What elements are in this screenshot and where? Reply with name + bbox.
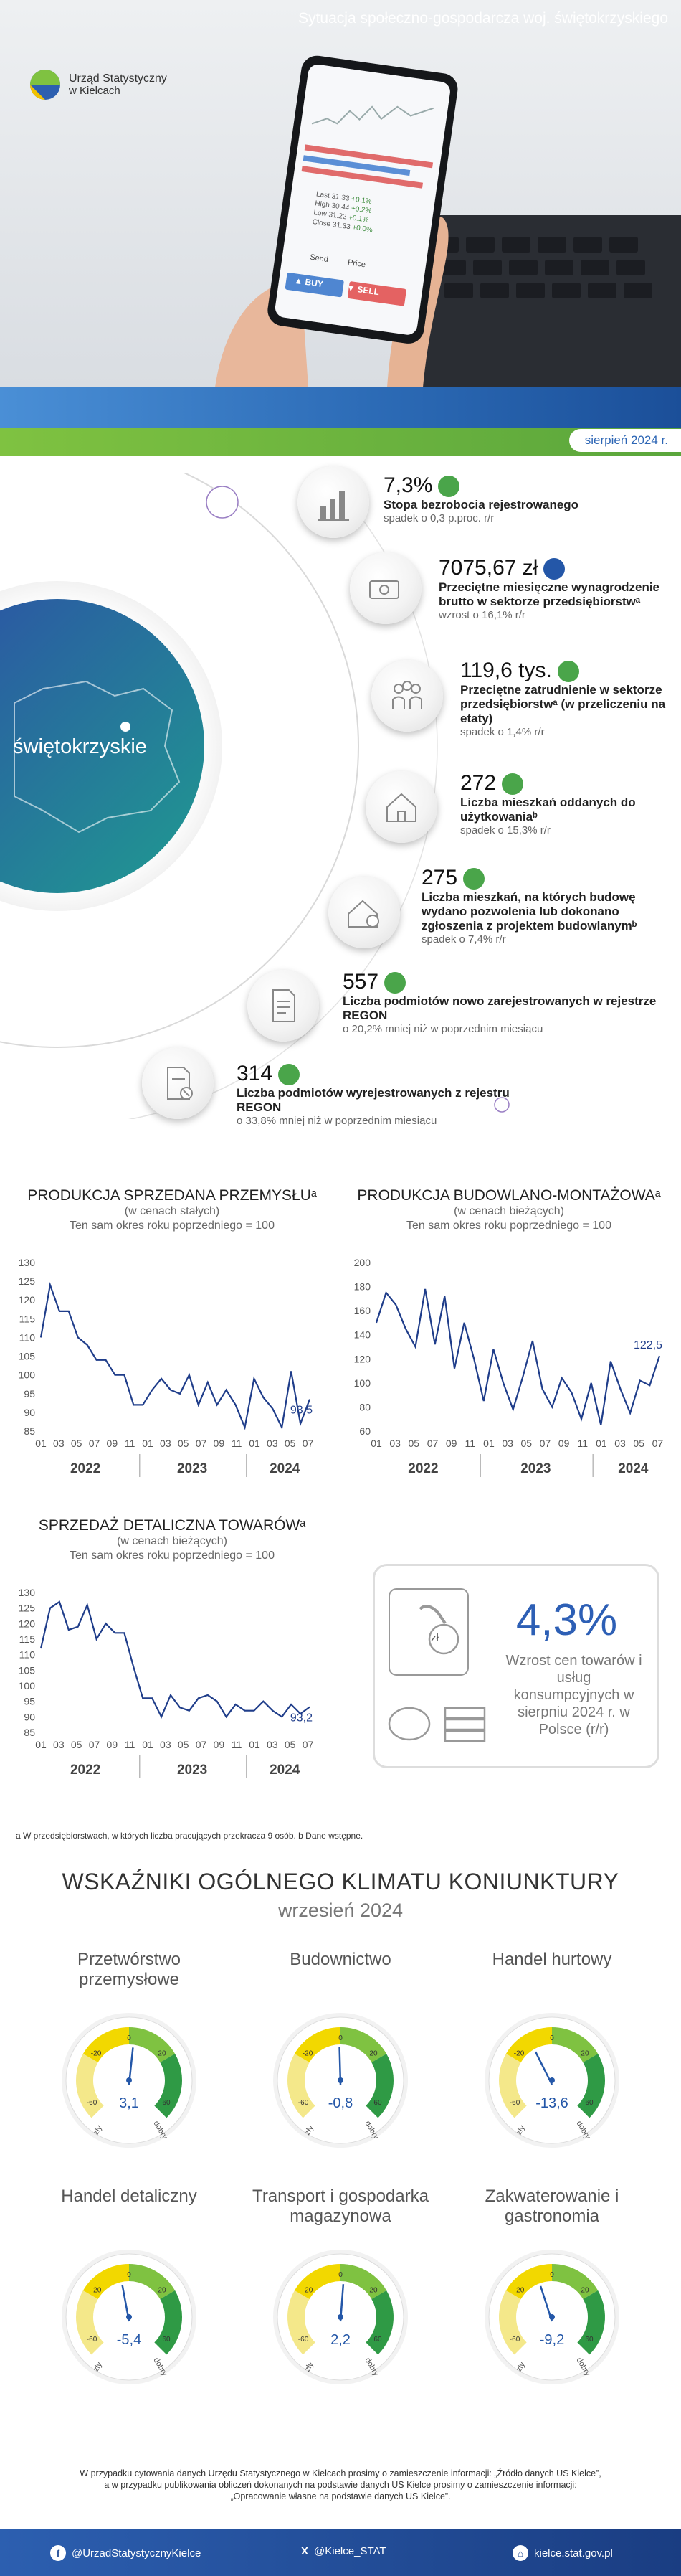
arrow-down-icon: [558, 661, 579, 682]
indicator-label: Przeciętne miesięczne wynagrodzenie brutto w sektorze przedsiębiorstwᵃ: [439, 580, 660, 608]
gauge-bad-label: zły: [514, 2360, 527, 2374]
phone-col: High: [314, 199, 330, 209]
gauge-tick-label: -20: [90, 2286, 102, 2295]
y-tick-label: 100: [18, 1369, 35, 1381]
indicator-label: Liczba podmiotów wyrejestrowanych z rejestru REGON: [237, 1086, 510, 1114]
indicator-6: [237, 1062, 552, 1128]
gauge-label: Budownictwo: [290, 1950, 391, 1969]
phone-price-label: Price: [347, 258, 366, 270]
gauge-tick-label: -20: [90, 2049, 102, 2058]
x-tick-label: 07: [302, 1739, 314, 1750]
x-tick-label: 11: [231, 1438, 242, 1449]
gauge-tick-label: 20: [581, 2286, 589, 2295]
y-tick-label: 125: [18, 1602, 35, 1614]
indicator-sub: o 33,8% mniej niż w poprzednim miesiącu: [237, 1115, 437, 1127]
gauge-tick-label: 60: [373, 2099, 382, 2107]
citation-line: a w przypadku publikowania obliczeń dokonanych na podstawie danych US Kielce prosimy o zamieszczenie informacji:: [104, 2480, 577, 2490]
y-tick-label: 115: [19, 1313, 35, 1325]
y-tick-label: 120: [353, 1353, 371, 1365]
gauge-tick-label: 0: [127, 2034, 131, 2042]
gauge-label: Przetwórstwo przemysłowe: [77, 1950, 181, 1989]
website-url: kielce.stat.gov.pl: [534, 2547, 613, 2560]
indicator-icon-circle: [371, 660, 443, 732]
gauge-hub: [126, 2314, 132, 2320]
indicator-label: Liczba mieszkań, na których budowę wydano pozwolenia lub dokonano zgłoszenia z projektem budowlanymᵇ: [422, 890, 637, 933]
x-tick-label: 11: [577, 1438, 589, 1449]
gauge-tick-label: -60: [297, 2336, 309, 2344]
facebook-handle: @UrzadStatystycznyKielce: [72, 2547, 201, 2560]
gauge-bad-label: zły: [303, 2123, 315, 2137]
gauge-label: Zakwaterowanie i gastronomia: [485, 2186, 619, 2226]
logo: [29, 68, 167, 101]
indicator-value: 272: [460, 771, 497, 795]
x-tick-label: 09: [213, 1739, 225, 1750]
gauge-label: Handel hurtowy: [492, 1950, 612, 1969]
chart-title: SPRZEDAŻ DETALICZNA TOWARÓWᵃ: [38, 1517, 306, 1534]
y-tick-label: 95: [24, 1695, 35, 1707]
facebook-link[interactable]: [50, 2545, 201, 2561]
chart-title: PRODUKCJA SPRZEDANA PRZEMYSŁUᵃ: [27, 1187, 317, 1204]
phone-cell: +0.0%: [351, 223, 373, 235]
y-tick-label: 110: [19, 1648, 35, 1661]
gauge-tick-label: 60: [373, 2336, 382, 2344]
x-tick-label: 05: [408, 1438, 420, 1449]
indicator-icon-circle: [297, 466, 369, 538]
phone-cell: 31.33: [330, 192, 351, 203]
coin-label: zł: [431, 1632, 439, 1644]
gauge-tick-label: -60: [509, 2099, 520, 2107]
money-icon: [350, 552, 422, 624]
x-tick-label: 01: [142, 1739, 153, 1750]
document-remove-icon: [142, 1047, 214, 1119]
series-line: [41, 1602, 310, 1717]
gauge-tick-label: -20: [513, 2049, 525, 2058]
report-date: sierpień 2024 r.: [569, 429, 681, 452]
gauge-value: 2,2: [330, 2332, 351, 2348]
chart-industry: [9, 1255, 324, 1492]
gauge-hub: [338, 2077, 343, 2083]
gauge-3: [57, 2245, 201, 2389]
chart-title: PRODUKCJA BUDOWLANO-MONTAŻOWAᵃ: [357, 1187, 661, 1204]
phone-col: Low: [313, 209, 328, 219]
x-tick-label: 05: [520, 1438, 533, 1449]
gauge-good-label: dobry: [574, 2119, 592, 2141]
chart-title-block: [351, 1187, 667, 1233]
gauge-tick-label: -60: [86, 2099, 97, 2107]
x-tick-label: 07: [195, 1438, 207, 1449]
gauge-hub: [126, 2077, 132, 2083]
year-label: 2022: [70, 1763, 101, 1778]
x-tick-label: 07: [652, 1438, 664, 1449]
gauge-bad-label: zły: [91, 2123, 104, 2137]
x-icon: X: [301, 2545, 309, 2557]
indicator-icon-circle: [142, 1047, 214, 1119]
indicator-5: [343, 970, 658, 1036]
x-tick-label: 01: [142, 1438, 153, 1449]
title-banner: [0, 387, 681, 428]
gauge-tick-label: 20: [158, 2049, 166, 2058]
phone-cell: +0.2%: [351, 204, 373, 216]
x-tick-label: 03: [160, 1739, 171, 1750]
indicator-0: [384, 473, 670, 525]
indicator-icon-circle: [328, 877, 400, 948]
year-label: 2022: [70, 1461, 101, 1476]
citation-line: W przypadku cytowania danych Urzędu Statystycznego w Kielcach prosimy o zamieszczenie informacji: „Źródło danych US Kielce”,: [80, 2468, 601, 2478]
indicator-value: 557: [343, 970, 379, 994]
x-tick-label: 11: [465, 1438, 476, 1449]
y-tick-label: 115: [19, 1633, 35, 1645]
gauge-tick-label: 20: [369, 2286, 378, 2295]
arrow-down-icon: [463, 868, 485, 890]
x-tick-label: 03: [53, 1739, 65, 1750]
x-tick-label: 03: [502, 1438, 513, 1449]
cpi-value: 4,3%: [515, 1595, 618, 1645]
phone-col: Close: [311, 217, 331, 229]
x-tick-label: 09: [558, 1438, 570, 1449]
last-value-label: 122,5: [633, 1339, 662, 1352]
gauge-value: -9,2: [539, 2332, 565, 2348]
phone-buy-button: ▲ BUY: [293, 275, 324, 290]
x-tick-label: 05: [70, 1438, 82, 1449]
arrow-up-icon: [543, 558, 565, 580]
x-tick-label: 09: [106, 1438, 118, 1449]
x-tick-label: 07: [88, 1739, 100, 1750]
indicator-value: 119,6 tys.: [460, 659, 552, 682]
chart-construction: [344, 1255, 674, 1492]
x-handle: @Kielce_STAT: [314, 2545, 386, 2557]
gauge-tick-label: 60: [585, 2336, 594, 2344]
y-tick-label: 140: [353, 1329, 371, 1341]
gauge-0: [57, 2009, 201, 2152]
x-tick-label: 03: [160, 1438, 171, 1449]
people-icon: [371, 660, 443, 732]
arrow-down-icon: [278, 1064, 300, 1085]
x-tick-label: 11: [231, 1739, 242, 1750]
indicator-icon-circle: [366, 771, 437, 843]
year-label: 2024: [618, 1461, 649, 1476]
y-tick-label: 85: [24, 1425, 35, 1437]
gauge-good-label: dobry: [574, 2356, 592, 2378]
cpi-box: [373, 1564, 659, 1768]
gauge-hub: [549, 2077, 555, 2083]
gauge-tick-label: 20: [158, 2286, 166, 2295]
gauge-2: [480, 2009, 624, 2152]
chart-title-block: [22, 1517, 323, 1563]
citation-note: [0, 2468, 681, 2502]
gauge-tick-label: 20: [369, 2049, 378, 2058]
last-value-label: 93,5: [290, 1404, 313, 1417]
x-tick-label: 01: [249, 1438, 260, 1449]
x-tick-label: 01: [249, 1739, 260, 1750]
gauge-tick-label: 0: [550, 2271, 554, 2279]
gauge-bad-label: zły: [514, 2123, 527, 2137]
y-tick-label: 180: [353, 1280, 371, 1293]
gauge-tick-label: 20: [581, 2049, 589, 2058]
banner-title: Sytuacja społeczno-gospodarcza woj. świętokrzyskiego: [298, 10, 668, 27]
x-tick-label: 09: [106, 1739, 118, 1750]
x-tick-label: 03: [53, 1438, 65, 1449]
x-tick-label: 01: [371, 1438, 382, 1449]
phone-sell-button: ▼ SELL: [346, 283, 380, 298]
gauge-tick-label: 60: [585, 2099, 594, 2107]
gauge-good-label: dobry: [363, 2119, 381, 2141]
bar-chart-icon: [297, 466, 369, 538]
x-tick-label: 09: [445, 1438, 457, 1449]
indicator-icon-circle: [350, 552, 422, 624]
gauge-tick-label: 60: [162, 2336, 171, 2344]
x-tick-label: 01: [483, 1438, 495, 1449]
gauge-5: [480, 2245, 624, 2389]
gauge-label: Transport i gospodarka magazynowa: [252, 2186, 429, 2226]
chart-note: Ten sam okres roku poprzedniego = 100: [70, 1549, 275, 1562]
document-icon: [247, 970, 319, 1042]
y-tick-label: 100: [353, 1377, 371, 1389]
y-tick-label: 90: [24, 1406, 35, 1418]
x-tick-label: 01: [35, 1739, 47, 1750]
gauge-bad-label: zły: [91, 2360, 104, 2374]
gauge-tick-label: 0: [338, 2034, 343, 2042]
coins-icon: [388, 1587, 495, 1752]
chart-note: Ten sam okres roku poprzedniego = 100: [406, 1219, 611, 1232]
gauge-tick-label: 0: [338, 2271, 343, 2279]
phone-col: Last: [315, 190, 330, 200]
gauge-tick-label: -60: [86, 2336, 97, 2344]
hero-image: [0, 0, 681, 387]
chart-subtitle: (w cenach stałych): [124, 1205, 220, 1217]
y-tick-label: 105: [18, 1664, 35, 1676]
gauge-good-label: dobry: [151, 2356, 169, 2378]
logo-line2: w Kielcach: [69, 85, 120, 97]
y-tick-label: 160: [353, 1305, 371, 1317]
x-tick-label: 07: [88, 1438, 100, 1449]
gauge-tick-label: -20: [513, 2286, 525, 2295]
citation-line: „Opracowanie własne na podstawie danych US Kielce”.: [230, 2491, 451, 2501]
x-tick-label: 03: [267, 1438, 278, 1449]
x-tick-label: 03: [389, 1438, 401, 1449]
gauge-tick-label: -60: [509, 2336, 520, 2344]
indicator-4: [422, 866, 676, 946]
y-tick-label: 80: [359, 1401, 371, 1413]
x-tick-label: 01: [596, 1438, 607, 1449]
phone-cell: +0.1%: [348, 213, 370, 225]
indicator-sub: spadek o 7,4% r/r: [422, 933, 506, 945]
y-tick-label: 95: [24, 1387, 35, 1400]
arrow-down-icon: [502, 773, 523, 795]
y-tick-label: 120: [18, 1294, 35, 1306]
year-label: 2023: [520, 1461, 551, 1476]
phone-cell: 31.22: [328, 211, 347, 222]
gauge-tick-label: -20: [302, 2286, 313, 2295]
y-tick-label: 90: [24, 1711, 35, 1723]
indicator-value: 314: [237, 1062, 273, 1085]
series-line: [41, 1285, 310, 1428]
y-tick-label: 85: [24, 1727, 35, 1738]
gauge-value: -5,4: [116, 2332, 142, 2348]
year-label: 2022: [408, 1461, 439, 1476]
gauge-value: -0,8: [328, 2095, 353, 2111]
indicator-label: Przeciętne zatrudnienie w sektorze przedsiębiorstwᵃ (w przeliczeniu na etaty): [460, 683, 666, 725]
year-label: 2024: [270, 1763, 300, 1778]
chart-note: Ten sam okres roku poprzedniego = 100: [70, 1219, 275, 1232]
y-tick-label: 125: [18, 1275, 35, 1288]
indicator-label: Liczba mieszkań oddanych do użytkowaniaᵇ: [460, 796, 636, 824]
footnote: a W przedsiębiorstwach, w których liczba pracujących przekracza 9 osób. b Dane wstępne.: [16, 1831, 363, 1841]
chart-subtitle: (w cenach bieżących): [454, 1205, 564, 1217]
gauge-tick-label: 60: [162, 2099, 171, 2107]
y-tick-label: 130: [18, 1257, 35, 1268]
gauge-tick-label: -60: [297, 2099, 309, 2107]
x-tick-label: 09: [213, 1438, 225, 1449]
gauge-value: 3,1: [119, 2095, 139, 2111]
year-label: 2023: [176, 1763, 208, 1778]
indicator-1: [439, 556, 675, 622]
x-link[interactable]: [301, 2545, 386, 2557]
indicator-sub: o 20,2% mniej niż w poprzednim miesiącu: [343, 1023, 543, 1035]
gauge-tick-label: 0: [550, 2034, 554, 2042]
y-tick-label: 100: [18, 1680, 35, 1692]
x-tick-label: 07: [302, 1438, 314, 1449]
year-label: 2024: [270, 1461, 300, 1476]
gauge-4: [269, 2245, 412, 2389]
gauge-tick-label: 0: [127, 2271, 131, 2279]
phone-cell: +0.1%: [351, 195, 373, 207]
x-tick-label: 07: [195, 1739, 207, 1750]
chart-retail: [9, 1585, 324, 1793]
cpi-text: Wzrost cen towarów i usług konsumpcyjnych w sierpniu 2024 r. w Polsce (r/r): [505, 1653, 642, 1737]
gauge-value: -13,6: [535, 2095, 568, 2111]
indicator-value: 275: [422, 866, 458, 890]
y-tick-label: 105: [18, 1350, 35, 1362]
globe-icon: ⌂: [513, 2545, 528, 2561]
x-tick-label: 05: [633, 1438, 645, 1449]
gauge-label: Handel detaliczny: [61, 2186, 197, 2206]
indicator-sub: wzrost o 16,1% r/r: [439, 609, 525, 621]
x-tick-label: 05: [284, 1438, 296, 1449]
year-label: 2023: [176, 1461, 208, 1476]
indicator-value: 7075,67 zł: [439, 556, 538, 580]
region-name: świętokrzyskie: [13, 735, 147, 758]
x-tick-label: 05: [284, 1739, 296, 1750]
x-tick-label: 07: [539, 1438, 551, 1449]
phone-cell: 30.44: [330, 202, 351, 212]
series-line: [376, 1289, 659, 1425]
indicator-sub: spadek o 1,4% r/r: [460, 726, 545, 738]
last-value-label: 93,2: [290, 1712, 313, 1725]
facebook-icon: f: [50, 2545, 66, 2561]
house-permit-icon: [328, 877, 400, 948]
x-tick-label: 05: [177, 1739, 189, 1750]
arrow-down-icon: [438, 476, 459, 497]
house-icon: [366, 771, 437, 843]
x-tick-label: 05: [70, 1739, 82, 1750]
gauge-bad-label: zły: [303, 2360, 315, 2374]
y-tick-label: 120: [18, 1618, 35, 1630]
gauge-tick-label: -20: [302, 2049, 313, 2058]
climate-title: WSKAŹNIKI OGÓLNEGO KLIMATU KONIUNKTURY: [62, 1869, 619, 1895]
indicator-3: [460, 771, 675, 837]
gauge-1: [269, 2009, 412, 2152]
x-tick-label: 01: [35, 1438, 47, 1449]
indicator-icon-circle: [247, 970, 319, 1042]
y-tick-label: 130: [18, 1587, 35, 1598]
website-link[interactable]: [513, 2545, 613, 2561]
gauge-good-label: dobry: [151, 2119, 169, 2141]
x-tick-label: 07: [427, 1438, 439, 1449]
indicator-label: Stopa bezrobocia rejestrowanego: [384, 498, 579, 511]
chart-subtitle: (w cenach bieżących): [117, 1535, 227, 1547]
climate-subtitle: wrzesień 2024: [277, 1900, 404, 1921]
arrow-down-icon: [384, 972, 406, 994]
indicator-label: Liczba podmiotów nowo zarejestrowanych w rejestrze REGON: [343, 994, 657, 1022]
gauge-hub: [549, 2314, 555, 2320]
indicator-sub: spadek o 15,3% r/r: [460, 824, 551, 836]
indicator-sub: spadek o 0,3 p.proc. r/r: [384, 512, 495, 524]
x-tick-label: 03: [614, 1438, 626, 1449]
gauge-good-label: dobry: [363, 2356, 381, 2378]
logo-icon: [29, 68, 62, 101]
phone-send-label: Send: [309, 253, 329, 265]
indicator-2: [460, 659, 675, 739]
y-tick-label: 60: [359, 1425, 371, 1437]
phone-cell: 31.33: [332, 220, 351, 232]
x-tick-label: 05: [177, 1438, 189, 1449]
x-tick-label: 11: [124, 1438, 135, 1449]
x-tick-label: 11: [124, 1739, 135, 1750]
x-tick-label: 03: [267, 1739, 278, 1750]
logo-line1: Urząd Statystyczny: [69, 72, 167, 85]
chart-title-block: [22, 1187, 323, 1233]
y-tick-label: 200: [353, 1257, 371, 1268]
gauge-hub: [338, 2314, 343, 2320]
indicator-value: 7,3%: [384, 473, 433, 497]
y-tick-label: 110: [19, 1331, 35, 1344]
